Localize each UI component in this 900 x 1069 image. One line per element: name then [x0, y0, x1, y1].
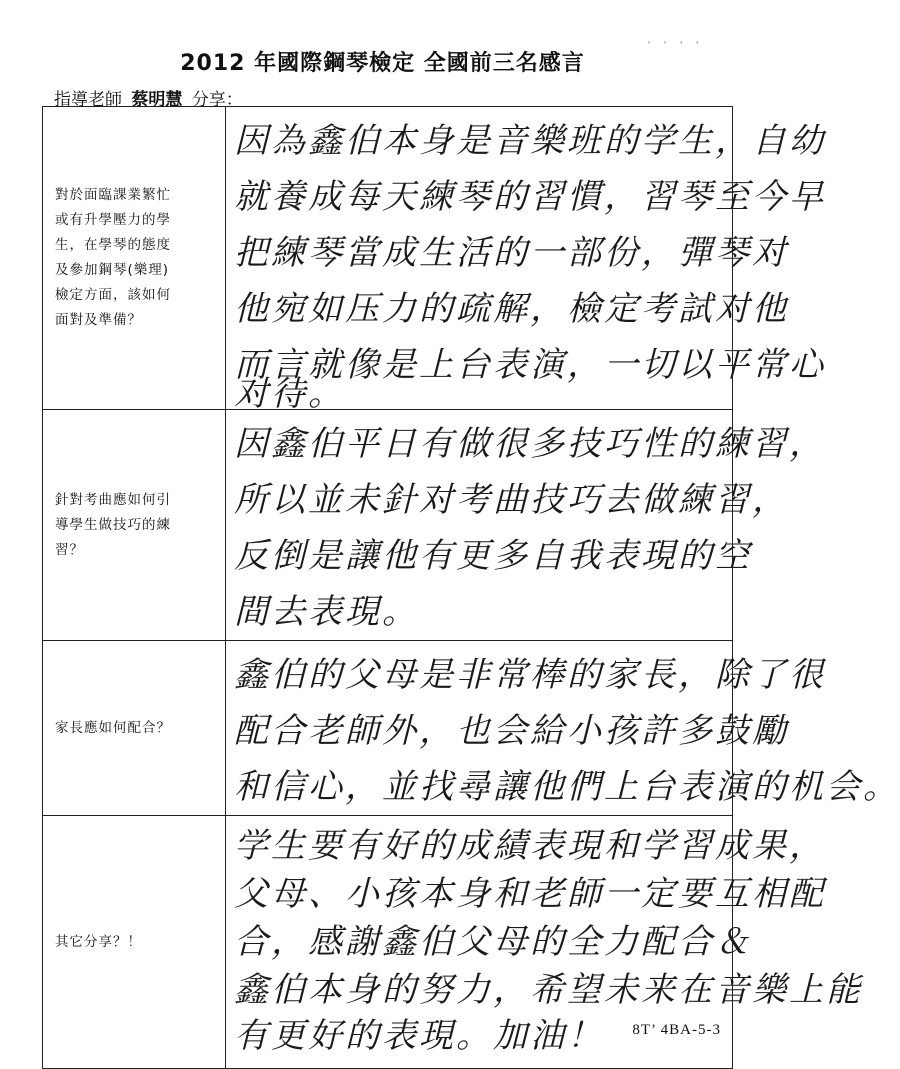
- answer-line: 間去表現。: [234, 592, 419, 632]
- question-line: 及參加鋼琴(樂理): [55, 262, 170, 278]
- answer-line: 他宛如压力的疏解，檢定考試对他: [234, 289, 789, 329]
- qa-row-parents: [43, 641, 733, 816]
- answer-line: 而言就像是上台表演，一切以平常心: [234, 345, 826, 385]
- page-code: 8T’ 4BA-5-3: [632, 1022, 721, 1038]
- answer-line: 父母、小孩本身和老師一定要互相配: [234, 874, 826, 914]
- teacher-name: 蔡明慧: [131, 90, 183, 110]
- teacher-label: 指導老師: [54, 90, 122, 110]
- corner-mark: ' ' ' ': [646, 40, 703, 51]
- question-cell: [43, 641, 226, 816]
- question-line: 其它分享？！: [55, 933, 142, 950]
- answer-line: 和信心，並找尋讓他們上台表演的机会。: [234, 767, 900, 807]
- answer-line: 合，感謝鑫伯父母的全力配合＆: [234, 922, 752, 962]
- qa-row-other: [43, 816, 733, 1069]
- answer-line: 学生要有好的成績表現和学習成果，: [234, 826, 826, 866]
- teacher-suffix: 分享：: [191, 90, 243, 110]
- answer-line: 把練琴當成生活的一部份，彈琴对: [234, 233, 789, 273]
- question-line: 習？: [55, 541, 84, 558]
- question-line: 生，在學琴的態度: [55, 237, 171, 253]
- answer-line: 有更好的表現。加油！: [234, 1016, 604, 1056]
- answer-line: 配合老師外，也会給小孩許多鼓勵: [234, 711, 789, 751]
- answer-cell: [226, 641, 900, 816]
- page-title: 2012 年國際鋼琴檢定 全國前三名感言: [180, 51, 585, 76]
- qa-table: [42, 106, 900, 1069]
- question-line: 對於面臨課業繁忙: [55, 187, 171, 203]
- answer-line: 因為鑫伯本身是音樂班的学生，自幼: [234, 121, 826, 161]
- answer-line: 就養成每天練琴的習慣，習琴至今早: [234, 177, 826, 217]
- question-line: 針對考曲應如何引: [55, 491, 171, 508]
- answer-line: 鑫伯的父母是非常棒的家長，除了很: [234, 655, 826, 695]
- question-line: 檢定方面，該如何: [55, 287, 171, 303]
- question-cell: [43, 107, 226, 410]
- question-line: 面對及準備？: [55, 312, 142, 328]
- answer-cell: [226, 410, 826, 641]
- question-line: 導學生做技巧的練: [55, 516, 171, 533]
- question-line: 家長應如何配合？: [55, 719, 171, 736]
- question-cell: [43, 816, 226, 1069]
- question-cell: [43, 410, 226, 641]
- qa-row-preparation: [43, 107, 733, 410]
- qa-row-technique: [43, 410, 733, 641]
- answer-line: 因鑫伯平日有做很多技巧性的練習，: [234, 424, 826, 464]
- answer-line: 反倒是讓他有更多自我表現的空: [234, 536, 752, 576]
- answer-line: 所以並未針对考曲技巧去做練習，: [234, 480, 789, 520]
- question-line: 或有升學壓力的學: [55, 212, 171, 228]
- answer-line: 鑫伯本身的努力，希望未来在音樂上能: [234, 970, 863, 1010]
- answer-cell: [226, 107, 826, 414]
- answer-line: 对待。: [234, 374, 345, 414]
